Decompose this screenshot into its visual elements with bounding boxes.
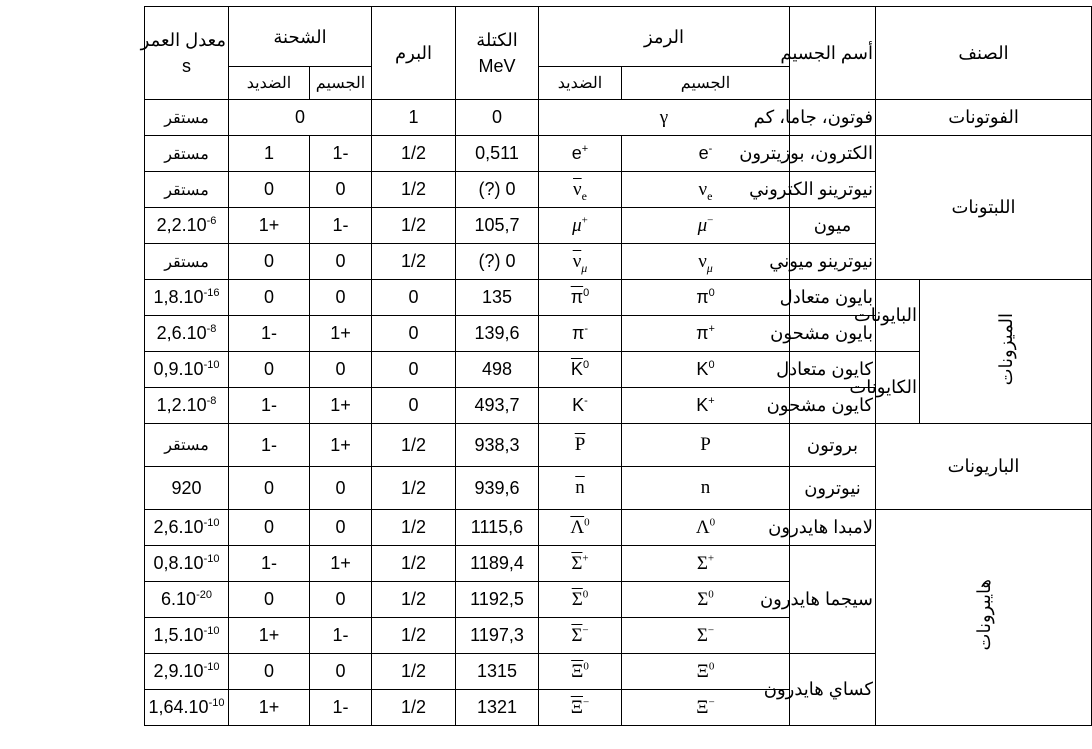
charge-particle: +1	[310, 388, 372, 424]
symbol-particle: μ−	[622, 208, 790, 244]
symbol-particle: $\nu_e$	[622, 172, 790, 208]
class-header: الصنف	[876, 7, 1092, 100]
symbol-particle: Σ−	[622, 618, 790, 654]
lifetime-cell	[145, 690, 229, 726]
particle-name: نيوترون	[790, 467, 876, 510]
spin-cell: 0	[372, 388, 456, 424]
particle-name: بايون مشحون	[790, 316, 876, 352]
symbol-antiparticle: n	[539, 467, 622, 510]
spin-cell: 1/2	[372, 582, 456, 618]
lifetime-header-label: معدل العمر	[140, 30, 226, 50]
charge-antiparticle: 0	[229, 654, 310, 690]
lifetime-exponent: -16	[203, 287, 220, 299]
symbol-particle: $\pi^0$	[622, 280, 790, 316]
spin-cell: 0	[372, 280, 456, 316]
lifetime-cell	[145, 208, 229, 244]
lifetime-cell	[145, 388, 229, 424]
symbol-particle: $\Xi^0$	[622, 654, 790, 690]
charge-particle: 0	[310, 280, 372, 316]
charge-antiparticle-header: الضديد	[229, 67, 310, 100]
lifetime-cell	[145, 618, 229, 654]
charge-antiparticle: 1	[229, 136, 310, 172]
spin-cell: 0	[372, 316, 456, 352]
charge-particle: 0	[310, 244, 372, 280]
charge-antiparticle: -1	[229, 388, 310, 424]
lifetime-base: 0,9.10	[153, 359, 204, 379]
particle-name: لامبدا هايدرون	[790, 510, 876, 546]
symbol-cell: γ	[539, 100, 790, 136]
lifetime-cell	[145, 280, 229, 316]
lifetime-cell	[145, 352, 229, 388]
symbol-antiparticle: $\overline{\Xi}^-$	[539, 690, 622, 726]
charge-antiparticle: 0	[229, 244, 310, 280]
lifetime-header	[140, 7, 229, 100]
spin-cell: 1/2	[372, 690, 456, 726]
charge-antiparticle: 0	[229, 172, 310, 208]
mass-cell: 938,3	[456, 424, 539, 467]
mass-cell: 1197,3	[456, 618, 539, 654]
symbol-particle: P	[622, 424, 790, 467]
charge-particle-header: الجسيم	[310, 67, 372, 100]
lifetime-base: 2,6.10	[153, 517, 204, 537]
lifetime-exponent: -10	[203, 517, 220, 529]
table-row	[7, 136, 1092, 172]
lifetime-cell	[145, 654, 229, 690]
symbol-particle: $\nu_\mu$	[622, 244, 790, 280]
mass-cell: 493,7	[456, 388, 539, 424]
spin-cell: 1/2	[372, 510, 456, 546]
group-hyperons	[876, 510, 1092, 726]
mass-cell: 0,511	[456, 136, 539, 172]
charge-antiparticle: +1	[229, 208, 310, 244]
symbol-antiparticle: μ+	[539, 208, 622, 244]
spin-cell: 1/2	[372, 618, 456, 654]
mass-cell: 1321	[456, 690, 539, 726]
charge-particle: -1	[310, 136, 372, 172]
group-kaons: الكايونات	[876, 352, 920, 424]
charge-particle: +1	[310, 316, 372, 352]
spin-header: البرم	[372, 7, 456, 100]
symbol-particle: n	[622, 467, 790, 510]
lifetime-cell	[145, 546, 229, 582]
mass-cell: 1315	[456, 654, 539, 690]
symbol-particle-header: الجسيم	[622, 67, 790, 100]
symbol-antiparticle: $\overline{\nu}_e$	[539, 172, 622, 208]
symbol-antiparticle-header: الضديد	[539, 67, 622, 100]
group-hyperons-label: هايبرونات	[973, 579, 994, 651]
symbol-particle: $\Lambda^0$	[622, 510, 790, 546]
spin-cell: 1/2	[372, 546, 456, 582]
lifetime-exponent: -6	[206, 215, 217, 227]
symbol-antiparticle: $\overline{\pi}^0$	[539, 280, 622, 316]
group-photons: الفوتونات	[876, 100, 1092, 136]
symbol-antiparticle: $\overline{\Sigma}^0$	[539, 582, 622, 618]
lifetime-base: 1,64.10	[148, 697, 209, 717]
table-row	[7, 100, 1092, 136]
lifetime-base: 1,2.10	[156, 395, 207, 415]
symbol-particle: $K^0$	[622, 352, 790, 388]
lifetime-exponent: -8	[206, 323, 217, 335]
lifetime-base: 1,5.10	[153, 625, 204, 645]
lifetime-exponent: -10	[208, 697, 225, 709]
symbol-antiparticle: K-	[539, 388, 622, 424]
name-header: أسم الجسيم	[790, 7, 876, 100]
mass-cell: 0 (?)	[456, 172, 539, 208]
spin-cell: 1/2	[372, 424, 456, 467]
group-mesons-label: الميزونات	[995, 312, 1016, 386]
group-baryons: الباريونات	[876, 424, 1092, 510]
spin-cell: 1/2	[372, 654, 456, 690]
charge-header: الشحنة	[229, 7, 372, 67]
charge-antiparticle: 0	[229, 352, 310, 388]
mass-cell: 939,6	[456, 467, 539, 510]
charge-particle: 0	[310, 582, 372, 618]
symbol-particle: Ξ−	[622, 690, 790, 726]
lifetime-exponent: -10	[203, 553, 220, 565]
charge-antiparticle: -1	[229, 424, 310, 467]
mass-cell: 498	[456, 352, 539, 388]
lifetime-base: 0,8.10	[153, 553, 204, 573]
charge-antiparticle: +1	[229, 618, 310, 654]
mass-cell: 1115,6	[456, 510, 539, 546]
group-pions: البايونات	[876, 280, 920, 352]
mass-cell: 135	[456, 280, 539, 316]
charge-particle: 0	[310, 352, 372, 388]
symbol-antiparticle: e+	[539, 136, 622, 172]
charge-particle: 0	[310, 467, 372, 510]
charge-particle: +1	[310, 424, 372, 467]
mass-cell: 0 (?)	[456, 244, 539, 280]
charge-antiparticle: +1	[229, 690, 310, 726]
symbol-antiparticle: $\overline{\Xi}^0$	[539, 654, 622, 690]
mass-cell: 139,6	[456, 316, 539, 352]
charge-particle: -1	[310, 618, 372, 654]
charge-particle: 0	[310, 172, 372, 208]
symbol-particle: Σ+	[622, 546, 790, 582]
lifetime-cell	[145, 316, 229, 352]
spin-cell: 1/2	[372, 244, 456, 280]
symbol-header: الرمز	[539, 7, 790, 67]
mass-cell: 1192,5	[456, 582, 539, 618]
charge-cell: 0	[229, 100, 372, 136]
lifetime-base: 6.10	[161, 589, 197, 609]
particle-name: كساي هايدرون	[790, 654, 876, 726]
spin-cell: 0	[372, 352, 456, 388]
symbol-antiparticle: $\overline{\Lambda}^0$	[539, 510, 622, 546]
spin-cell: 1/2	[372, 172, 456, 208]
symbol-antiparticle: $\overline{\nu}_\mu$	[539, 244, 622, 280]
particle-name: الكترون، بوزيترون	[790, 136, 876, 172]
symbol-antiparticle: π-	[539, 316, 622, 352]
mass-header-label: الكتلة	[476, 30, 518, 50]
symbol-particle: π+	[622, 316, 790, 352]
table-row	[7, 424, 1092, 467]
lifetime-exponent: -20	[196, 589, 212, 601]
symbol-antiparticle: $\overline{K}^0$	[539, 352, 622, 388]
charge-particle: -1	[310, 208, 372, 244]
particles-table	[6, 6, 1092, 726]
particle-name: فوتون، جاما، كم	[790, 100, 876, 136]
lifetime-cell: 920	[145, 467, 229, 510]
charge-antiparticle: 0	[229, 280, 310, 316]
lifetime-exponent: -10	[203, 661, 220, 673]
mass-header-unit: MeV	[478, 56, 516, 76]
lifetime-base: 2,2.10	[156, 215, 207, 235]
lifetime-cell: مستقر	[145, 136, 229, 172]
lifetime-base: 2,6.10	[156, 323, 207, 343]
charge-antiparticle: 0	[229, 582, 310, 618]
charge-antiparticle: 0	[229, 467, 310, 510]
table-row	[7, 510, 1092, 546]
symbol-antiparticle: $\overline{\Sigma}^+$	[539, 546, 622, 582]
charge-antiparticle: -1	[229, 316, 310, 352]
particle-name: بروتون	[790, 424, 876, 467]
charge-particle: +1	[310, 546, 372, 582]
particle-name: كايون متعادل	[790, 352, 876, 388]
spin-cell: 1/2	[372, 136, 456, 172]
mass-cell: 0	[456, 100, 539, 136]
symbol-particle: K+	[622, 388, 790, 424]
particle-name: نيوترينو ميوني	[790, 244, 876, 280]
particle-name: ميون	[790, 208, 876, 244]
charge-particle: -1	[310, 690, 372, 726]
lifetime-header-unit: s	[182, 56, 191, 76]
charge-particle: 0	[310, 654, 372, 690]
lifetime-cell: مستقر	[145, 244, 229, 280]
lifetime-cell: مستقر	[145, 172, 229, 208]
symbol-antiparticle: P	[539, 424, 622, 467]
lifetime-cell	[145, 582, 229, 618]
particle-name: بايون متعادل	[790, 280, 876, 316]
lifetime-exponent: -10	[203, 625, 220, 637]
symbol-particle: e-	[622, 136, 790, 172]
symbol-particle: $\Sigma^0$	[622, 582, 790, 618]
lifetime-cell	[145, 510, 229, 546]
mass-cell: 1189,4	[456, 546, 539, 582]
spin-cell: 1/2	[372, 208, 456, 244]
mass-cell: 105,7	[456, 208, 539, 244]
particle-name: نيوترينو الكتروني	[790, 172, 876, 208]
lifetime-exponent: -8	[206, 395, 217, 407]
lifetime-cell: مستقر	[145, 100, 229, 136]
symbol-antiparticle: $\overline{\Sigma}^-$	[539, 618, 622, 654]
mass-header	[456, 7, 539, 100]
spin-cell: 1	[372, 100, 456, 136]
charge-particle: 0	[310, 510, 372, 546]
spin-cell: 1/2	[372, 467, 456, 510]
table-row	[7, 280, 1092, 316]
lifetime-exponent: -10	[203, 359, 220, 371]
group-leptons: اللبتونات	[876, 136, 1092, 280]
lifetime-base: 1,8.10	[153, 287, 204, 307]
particle-name: سيجما هايدرون	[790, 546, 876, 654]
lifetime-cell: مستقر	[145, 424, 229, 467]
charge-antiparticle: -1	[229, 546, 310, 582]
particle-name: كايون مشحون	[790, 388, 876, 424]
lifetime-base: 2,9.10	[153, 661, 204, 681]
group-mesons	[920, 280, 1092, 424]
charge-antiparticle: 0	[229, 510, 310, 546]
